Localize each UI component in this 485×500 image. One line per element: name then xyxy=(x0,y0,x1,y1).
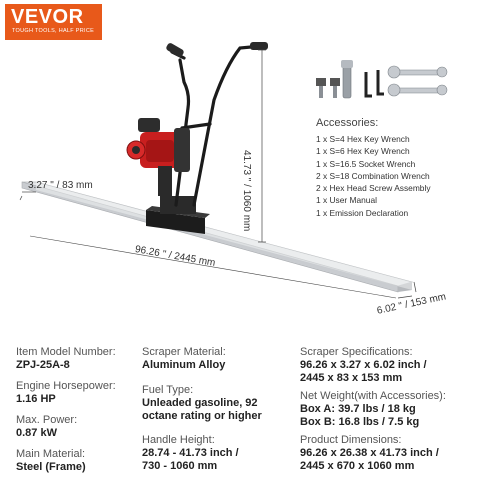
spec-value: 2445 x 670 x 1060 mm xyxy=(300,460,415,472)
dimension-height: 41.73 " / 1060 mm xyxy=(241,150,252,232)
spec-label: Net Weight(with Accessories): xyxy=(300,390,446,402)
spec-power xyxy=(16,414,77,440)
accessory-item: 2 x S=18 Combination Wrench xyxy=(316,170,430,181)
spec-value: 96.26 x 3.27 x 6.02 inch / xyxy=(300,359,427,371)
accessory-item: 1 x S=16.5 Socket Wrench xyxy=(316,158,416,169)
dimension-width: 6.02 " / 153 mm xyxy=(376,291,448,317)
spec-value: octane rating or higher xyxy=(142,410,262,422)
accessory-combination-wrenches xyxy=(388,66,447,96)
spec-label: Product Dimensions: xyxy=(300,434,402,446)
spec-value: 730 - 1060 mm xyxy=(142,460,218,472)
dimension-length: 96.26 " / 2445 mm xyxy=(134,244,217,269)
spec-model xyxy=(16,346,116,372)
spec-value: Steel (Frame) xyxy=(16,461,86,473)
spec-horsepower xyxy=(16,380,116,406)
spec-value: 2445 x 83 x 153 mm xyxy=(300,372,403,384)
brand-name: VEVOR xyxy=(11,6,84,28)
spec-label: Item Model Number: xyxy=(16,346,116,358)
spec-scraper-specifications xyxy=(300,346,427,385)
accessory-item: 1 x S=6 Hex Key Wrench xyxy=(316,146,410,157)
gasoline-engine xyxy=(127,118,190,196)
spec-value: Box A: 39.7 lbs / 18 kg xyxy=(300,403,416,415)
spec-value: Aluminum Alloy xyxy=(142,359,226,371)
spec-value: ZPJ-25A-8 xyxy=(16,359,70,371)
spec-value: Unleaded gasoline, 92 xyxy=(142,397,258,409)
spec-net-weight xyxy=(300,390,446,429)
accessory-item: 1 x Emission Declaration xyxy=(316,207,409,218)
brand-tagline: TOUGH TOOLS, HALF PRICE xyxy=(12,28,95,34)
accessory-item: 2 x Hex Head Screw Assembly xyxy=(316,183,431,194)
spec-label: Scraper Specifications: xyxy=(300,346,413,358)
spec-label: Engine Horsepower: xyxy=(16,380,116,392)
handle-grip xyxy=(165,42,268,58)
spec-value: 28.74 - 41.73 inch / xyxy=(142,447,239,459)
accessory-item: 1 x S=4 Hex Key Wrench xyxy=(316,134,410,144)
spec-handle-height xyxy=(142,434,239,473)
accessory-screw-assembly xyxy=(316,78,340,98)
spec-material xyxy=(16,448,86,474)
spec-product-dimensions xyxy=(300,434,439,473)
spec-label: Handle Height: xyxy=(142,434,215,446)
accessories-list xyxy=(316,117,431,219)
spec-label: Fuel Type: xyxy=(142,384,194,396)
spec-value: 0.87 kW xyxy=(16,427,57,439)
spec-label: Scraper Material: xyxy=(142,346,226,358)
accessory-hex-keys xyxy=(366,70,384,96)
accessory-item: 1 x User Manual xyxy=(316,195,377,206)
spec-label: Max. Power: xyxy=(16,414,78,426)
spec-scraper-material xyxy=(142,346,226,372)
accessory-socket-wrench xyxy=(341,60,353,98)
spec-value: 96.26 x 26.38 x 41.73 inch / xyxy=(300,447,439,459)
spec-label: Main Material: xyxy=(16,448,86,460)
spec-fuel xyxy=(142,384,262,423)
dimension-depth: 3.27 " / 83 mm xyxy=(28,180,93,191)
accessories-title: Accessories: xyxy=(316,117,379,129)
spec-value: Box B: 16.8 lbs / 7.5 kg xyxy=(300,416,420,428)
spec-value: 1.16 HP xyxy=(16,393,56,405)
specifications xyxy=(0,340,485,500)
